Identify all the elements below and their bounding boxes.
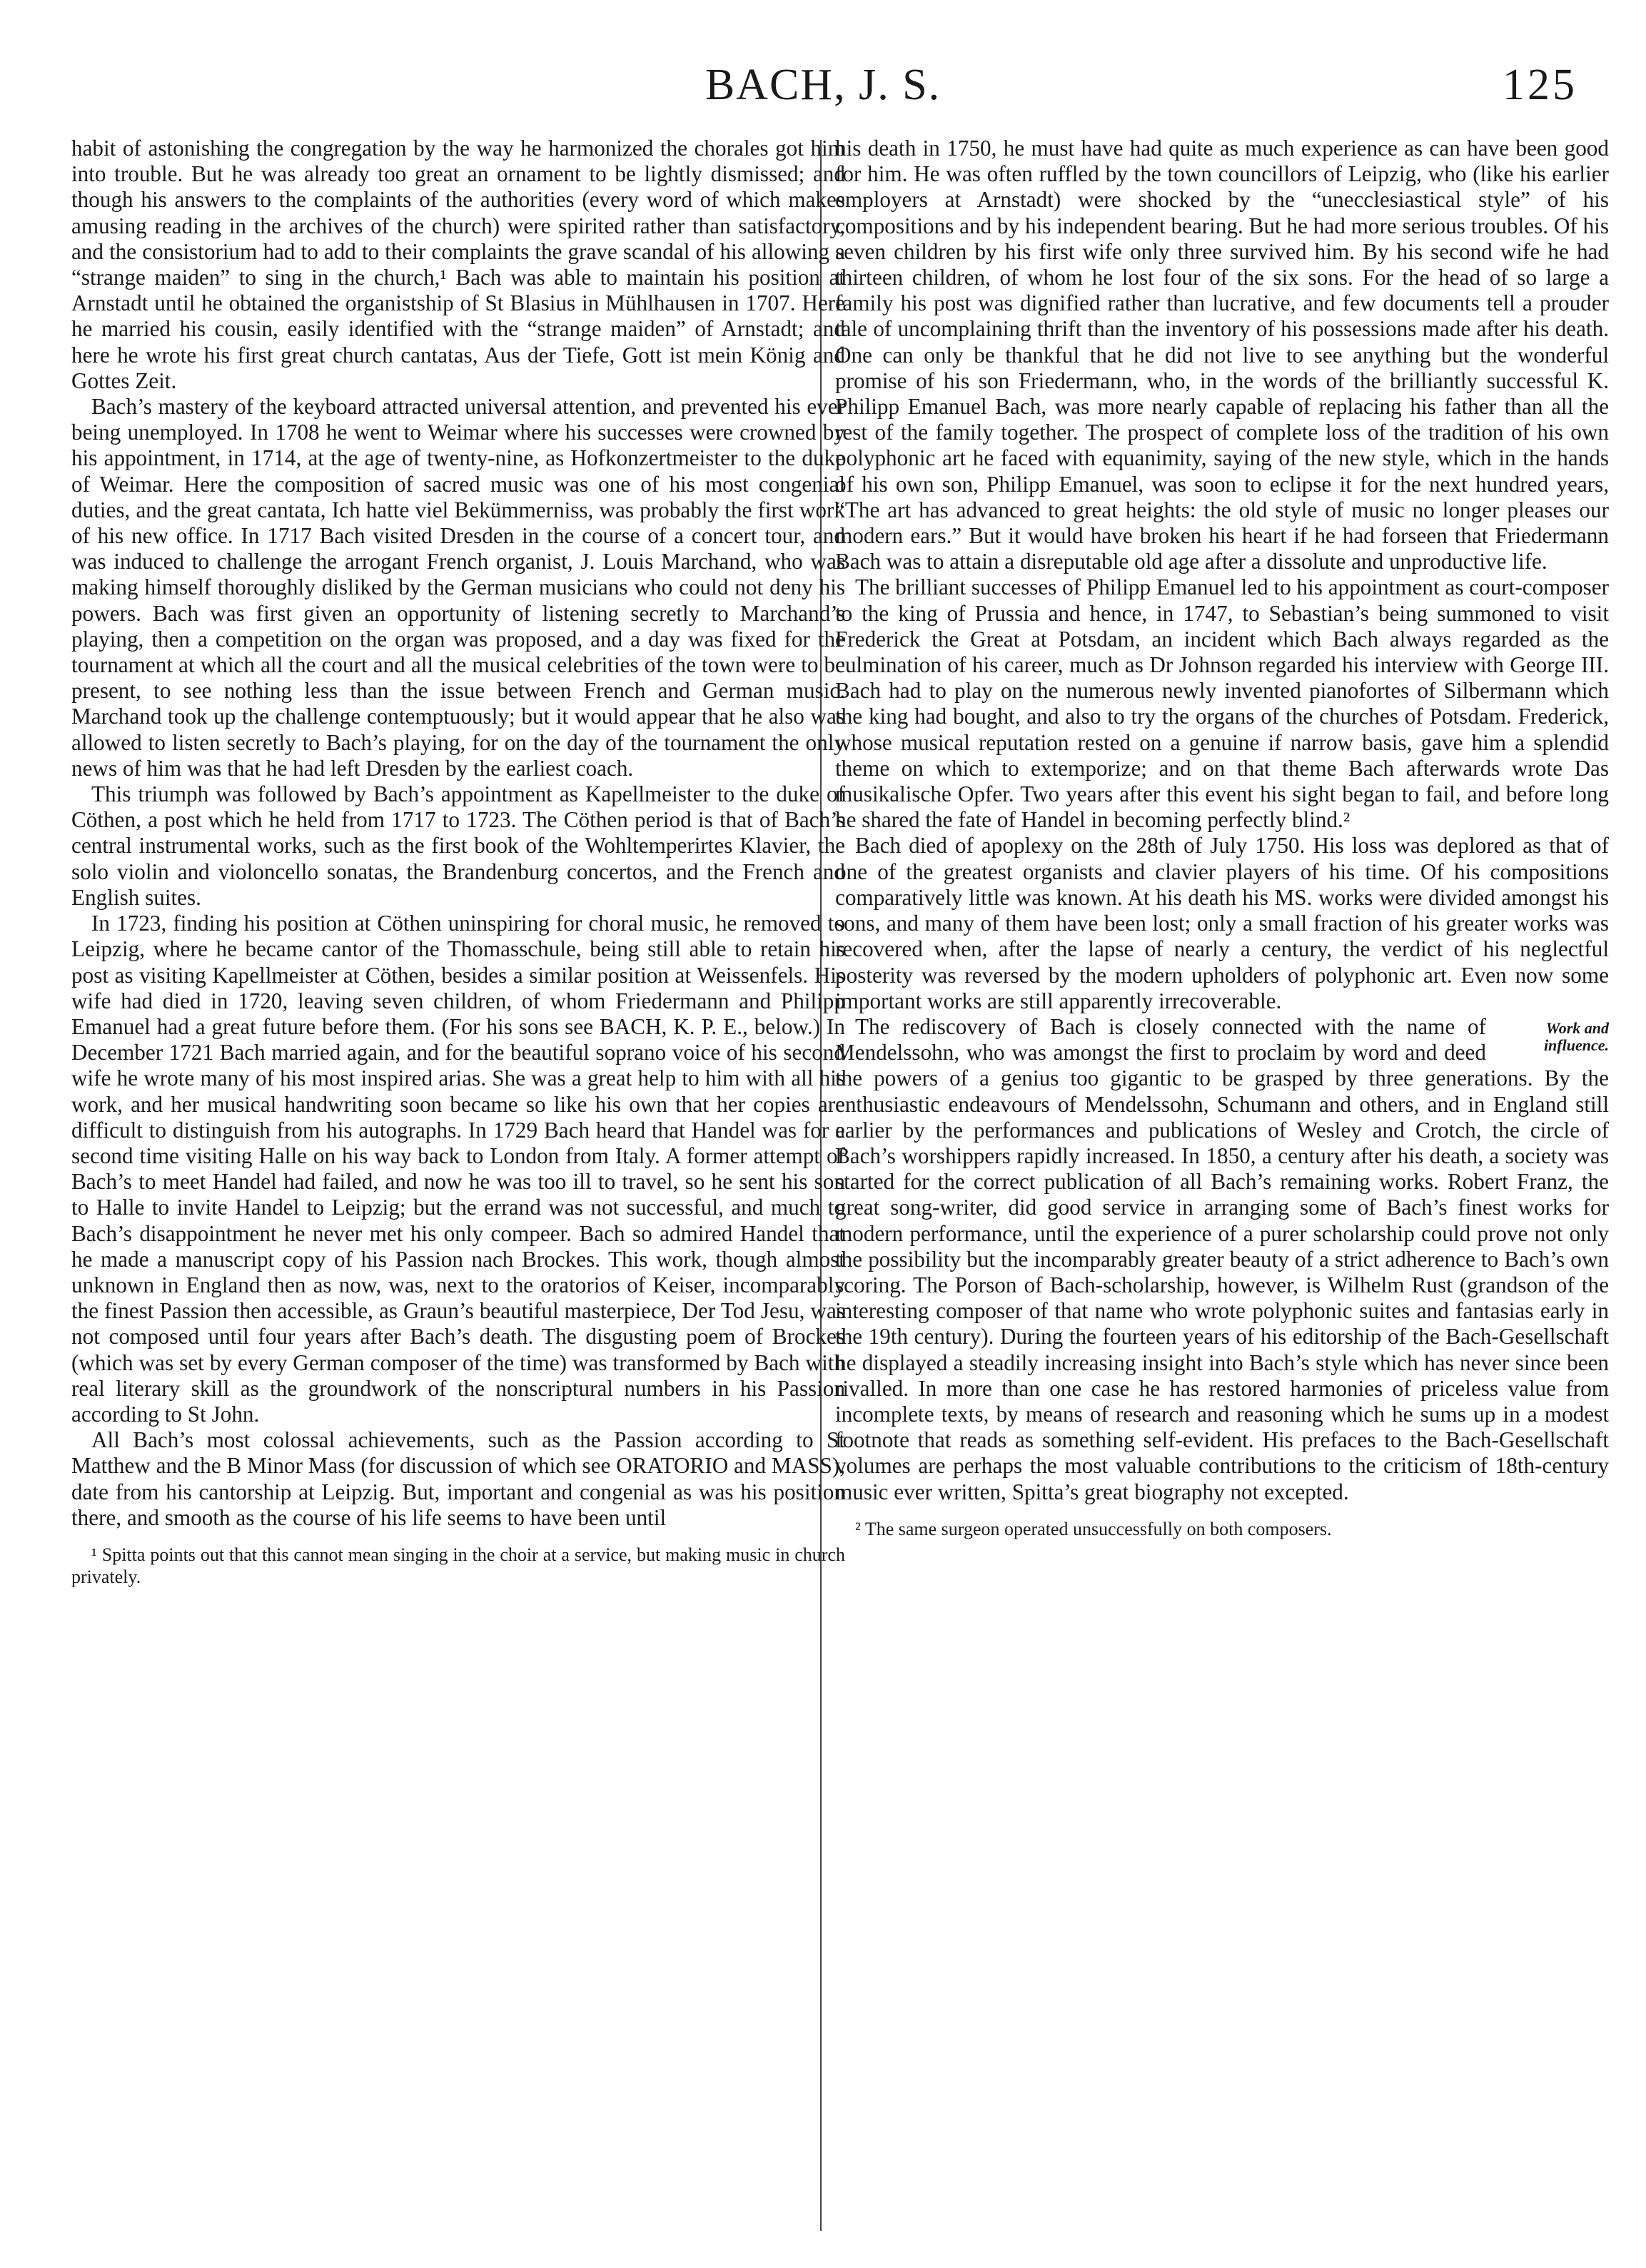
page-number: 125 xyxy=(1503,61,1577,109)
footnote: ¹ Spitta points out that this cannot mean singing in the choir at a service, but making music in church privately. xyxy=(71,1544,845,1587)
footnote: ² The same surgeon operated unsuccessfully on both composers. xyxy=(855,1518,1332,1539)
paragraph: Bach died of apoplexy on the 28th of July 1750. His loss was deplored as that of one of the greatest organists and clavier players of his time. Of his compositions comparatively little was known. At his death his MS. works were divided amongst his sons, and many of them have been lost; only a small fraction of his greater works was recovered when, after the lapse of nearly a century, the verdict of his neglectful posterity was reversed by the modern upholders of polyphonic art. Even now some important works are still apparently irrecoverable. xyxy=(835,833,1609,1013)
paragraph: his death in 1750, he must have had quite as much experience as can have been good for him. He was often ruffled by the town councillors of Leipzig, who (like his earlier employers at Arnstadt) were shocked by the “unecclesiastical style” of his compositions and by his independent bearing. But he had more serious troubles. Of his seven children by his first wife only three survived him. By his second wife he had thirteen children, of whom he lost four of the six sons. For the head of so large a family his post was dignified rather than lucrative, and few documents tell a prouder tale of uncomplaining thrift than the inventory of his possessions made after his death. One can only be thankful that he did not live to see anything but the wonderful promise of his son Friedermann, who, in the words of the brilliantly successful K. Philipp Emanuel Bach, was more nearly capable of replacing his father than all the rest of the family together. The prospect of complete loss of the tradition of his own polyphonic art he faced with equanimity, saying of the new style, which in the hands of his own son, Philipp Emanuel, was soon to eclipse it for the next hundred years, “The art has advanced to great heights: the old style of music no longer pleases our modern ears.” But it would have broken his heart if he had forseen that Friedermann Bach was to attain a disreputable old age after a dissolute and unproductive life. xyxy=(835,136,1609,574)
paragraph: The brilliant successes of Philipp Emanuel led to his appointment as court-composer to the king of Prussia and hence, in 1747, to Sebastian’s being summoned to visit Frederick the Great at Potsdam, an incident which Bach always regarded as the culmination of his career, much as Dr Johnson regarded his interview with George III. Bach had to play on the numerous newly invented pianofortes of Silbermann which the king had bought, and also to try the organs of the churches of Potsdam. Frederick, whose musical reputation rested on a genuine if narrow basis, gave him a splendid theme on which to extemporize; and on that theme Bach afterwards wrote Das musikalische Opfer. Two years after this event his sight began to fail, and before long he shared the fate of Handel in becoming perfectly blind.² xyxy=(835,574,1609,833)
page-title: BACH, J. S. xyxy=(705,61,941,109)
paragraph: habit of astonishing the congregation by the way he harmonized the chorales got him into trouble. But he was already too great an ornament to be lightly dismissed; and though his answers to the complaints of the authorities (every word of which makes amusing reading in the archives of the church) were spirited rather than satisfactory, and the consistorium had to add to their complaints the grave scandal of his allowing a “strange maiden” to sing in the church,¹ Bach was able to maintain his position at Arnstadt until he obtained the organistship of St Blasius in Mühlhausen in 1707. Here he married his cousin, easily identified with the “strange maiden” of Arnstadt; and here he wrote his first great church cantatas, Aus der Tiefe, Gott ist mein König and Gottes Zeit. xyxy=(71,136,845,393)
left-column xyxy=(71,136,845,1588)
paragraph: The rediscovery of Bach is closely connected with the name of Mendelssohn, who was amongst the first to proclaim by word and deed the powers of a genius too gigantic to be grasped by three generations. By the enthusiastic endeavours of Mendelssohn, Schumann and others, and in England still earlier by the performances and publications of Wesley and Crotch, the circle of Bach’s worshippers rapidly increased. In 1850, a century after his death, a society was started for the correct publication of all Bach’s remaining works. Robert Franz, the great song-writer, did good service in arranging some of Bach’s finest works for modern performance, until the experience of a purer scholarship could prove not only the possibility but the incomparably greater beauty of a strict adherence to Bach’s own scoring. The Porson of Bach-scholarship, however, is Wilhelm Rust (grandson of the interesting composer of that name who wrote polyphonic suites and fantasias early in the 19th century). During the fourteen years of his editorship of the Bach-Gesellschaft he displayed a steadily increasing insight into Bach’s style which has never since been rivalled. In more than one case he has restored harmonies of priceless value from incomplete texts, by means of research and reasoning which he sums up in a modest footnote that reads as something self-evident. His prefaces to the Bach-Gesellschaft volumes are perhaps the most valuable contributions to the criticism of 18th-century music ever written, Spitta’s great biography not excepted. xyxy=(835,1013,1609,1504)
margin-note: Work and influence. xyxy=(1543,1018,1609,1054)
paragraph: All Bach’s most colossal achievements, such as the Passion according to St Matthew and the B Minor Mass (for discussion of which see ORATORIO and MASS), date from his cantorship at Leipzig. But, important and congenial as was his position there, and smooth as the course of his life seems to have been until xyxy=(71,1427,845,1530)
right-column xyxy=(835,136,1609,1540)
paragraph: Bach’s mastery of the keyboard attracted universal attention, and prevented his ever being unemployed. In 1708 he went to Weimar where his successes were crowned by his appointment, in 1714, at the age of twenty-nine, as Hofkonzertmeister to the duke of Weimar. Here the composition of sacred music was one of his most congenial duties, and the great cantata, Ich hatte viel Bekümmerniss, was probably the first work of his new office. In 1717 Bach visited Dresden in the course of a concert tour, and was induced to challenge the arrogant French organist, J. Louis Marchand, who was making himself thoroughly disliked by the German musicians who could not deny his powers. Bach was first given an opportunity of listening secretly to Marchand’s playing, then a competition on the organ was proposed, and a day was fixed for the tournament at which all the court and all the musical celebrities of the town were to be present, to see nothing less than the issue between French and German music. Marchand took up the challenge contemptuously; but it would appear that he also was allowed to listen secretly to Bach’s playing, for on the day of the tournament the only news of him was that he had left Dresden by the earliest coach. xyxy=(71,394,845,781)
paragraph: This triumph was followed by Bach’s appointment as Kapellmeister to the duke of Cöthen, a post which he held from 1717 to 1723. The Cöthen period is that of Bach’s central instrumental works, such as the first book of the Wohltemperirtes Klavier, the solo violin and violoncello sonatas, the Brandenburg concertos, and the French and English suites. xyxy=(71,781,845,910)
running-header xyxy=(0,60,1646,124)
paragraph: In 1723, finding his position at Cöthen uninspiring for choral music, he removed to Leipzig, where he became cantor of the Thomasschule, being still able to retain his post as visiting Kapellmeister at Cöthen, besides a similar position at Weissenfels. His wife had died in 1720, leaving seven children, of whom Friedermann and Philipp Emanuel had a great future before them. (For his sons see BACH, K. P. E., below.) In December 1721 Bach married again, and for the beautiful soprano voice of his second wife he wrote many of his most inspired arias. She was a great help to him with all his work, and her musical handwriting soon became so like his own that her copies are difficult to distinguish from his autographs. In 1729 Bach heard that Handel was for a second time visiting Halle on his way back to London from Italy. A former attempt of Bach’s to meet Handel had failed, and now he was too ill to travel, so he sent his son to Halle to invite Handel to Leipzig; but the errand was not successful, and much to Bach’s disappointment he never met his only compeer. Bach so admired Handel that he made a manuscript copy of his Passion nach Brockes. This work, though almost unknown in England then as now, was, next to the oratorios of Keiser, incomparably the finest Passion then accessible, as Graun’s beautiful masterpiece, Der Tod Jesu, was not composed until four years after Bach’s death. The disgusting poem of Brockes (which was set by every German composer of the time) was transformed by Bach with real literary skill as the groundwork of the nonscriptural numbers in his Passion according to St John. xyxy=(71,911,845,1427)
